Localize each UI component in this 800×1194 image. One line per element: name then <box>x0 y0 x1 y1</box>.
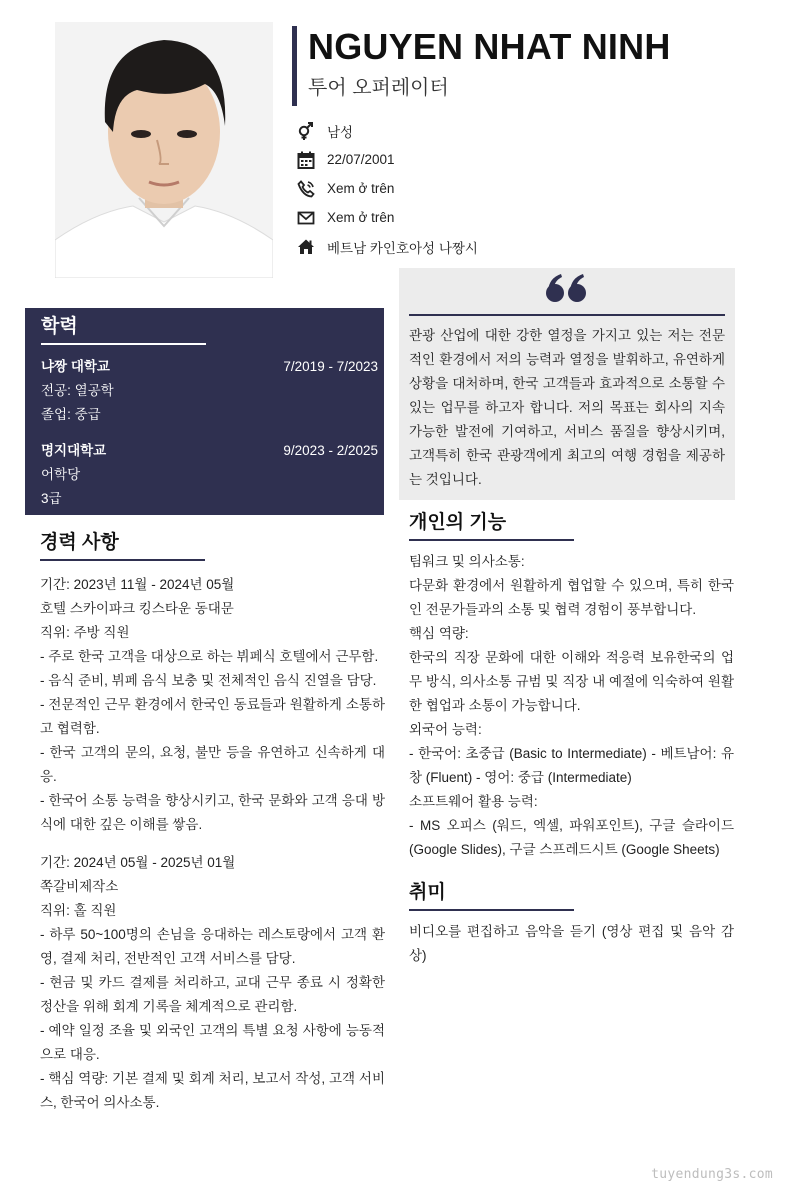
gender-icon <box>296 121 316 141</box>
school-name: 명지대학교 <box>41 443 107 458</box>
contact-address <box>296 232 756 261</box>
education-period: 9/2023 - 2/2025 <box>283 443 378 458</box>
contact-birthdate-value: 22/07/2001 <box>327 152 395 167</box>
quote-icon <box>409 268 725 310</box>
education-detail: 3급 <box>41 491 62 506</box>
contact-birthdate <box>296 145 756 174</box>
contact-phone-value: Xem ở trên <box>327 181 395 196</box>
education-period: 7/2019 - 7/2023 <box>283 359 378 374</box>
job-period: 기간: 2023년 11월 - 2024년 05월 <box>40 577 235 592</box>
job-period: 기간: 2024년 05월 - 2025년 01월 <box>40 855 236 870</box>
job-duty: - 현금 및 카드 결제를 처리하고, 교대 근무 종료 시 정확한 정산을 위해 회계 기록을 체계적으로 관리함. <box>40 975 385 1014</box>
contact-email <box>296 203 756 232</box>
education-section <box>25 308 384 515</box>
experience-title-underline <box>40 559 205 561</box>
school-name: 냐짱 대학교 <box>41 359 110 374</box>
profile-photo <box>55 22 273 278</box>
name-header <box>292 26 772 106</box>
education-title-underline <box>41 343 206 345</box>
education-detail: 졸업: 중급 <box>41 407 101 422</box>
objective-box <box>399 268 735 500</box>
skills-title-underline <box>409 539 574 541</box>
job-company: 호텔 스카이파크 킹스타운 동대문 <box>40 601 234 616</box>
job-position: 직위: 주방 직원 <box>40 625 130 640</box>
skill-detail: - 한국어: 초중급 (Basic to Intermediate) - 베트남어: 유창 (Fluent) - 영어: 중급 (Intermediate) <box>409 746 734 785</box>
skill-detail: - MS 오피스 (워드, 엑셀, 파워포인트), 구글 슬라이드 (Google Slides), 구글 스프레드시트 (Google Sheets) <box>409 818 734 857</box>
contact-list <box>296 116 756 261</box>
hobbies-title: 취미 <box>409 882 446 903</box>
site-watermark: tuyendung3s.com <box>651 1167 773 1182</box>
job-duty: - 주로 한국 고객을 대상으로 하는 뷔페식 호텔에서 근무함. <box>40 649 379 664</box>
skill-heading: 소프트웨어 활용 능력: <box>409 794 538 809</box>
job-duty: - 한국 고객의 문의, 요청, 불만 등을 유연하고 신속하게 대응. <box>40 745 385 784</box>
skill-detail: 한국의 직장 문화에 대한 이해와 적응력 보유한국의 업무 방식, 의사소통 규범 및 직장 내 예절에 익숙하여 원활한 협업과 소통이 가능합니다. <box>409 650 734 713</box>
education-detail: 전공: 열공학 <box>41 383 114 398</box>
job-duty: - 한국어 소통 능력을 향상시키고, 한국 문화와 고객 응대 방식에 대한 깊은 이해를 쌓음. <box>40 793 385 832</box>
education-detail: 어학당 <box>41 467 81 482</box>
job-duty: - 핵심 역량: 기본 결제 및 회계 처리, 보고서 작성, 고객 서비스, 한국어 의사소통. <box>40 1071 385 1110</box>
contact-address-value: 베트남 카인호아성 나짱시 <box>327 240 478 256</box>
job-entry <box>40 851 385 1115</box>
skills-section <box>409 508 734 862</box>
education-item <box>41 439 378 511</box>
phone-icon <box>296 179 316 199</box>
email-icon <box>296 208 316 228</box>
skills-title: 개인의 기능 <box>409 512 507 533</box>
skill-heading: 외국어 능력: <box>409 722 482 737</box>
contact-gender <box>296 116 756 145</box>
full-name: NGUYEN NHAT NINH <box>308 26 671 67</box>
contact-gender-value: 남성 <box>327 124 354 140</box>
skill-heading: 팀워크 및 의사소통: <box>409 554 525 569</box>
education-item <box>41 355 378 427</box>
skill-heading: 핵심 역량: <box>409 626 469 641</box>
contact-email-value: Xem ở trên <box>327 210 395 225</box>
education-title: 학력 <box>41 316 78 337</box>
skill-detail: 다문화 환경에서 원활하게 협업할 수 있으며, 특히 한국인 전문가들과의 소통 및 협력 경험이 풍부합니다. <box>409 578 734 617</box>
job-duty: - 전문적인 근무 환경에서 한국인 동료들과 원활하게 소통하고 협력함. <box>40 697 385 736</box>
job-company: 쪽갈비제작소 <box>40 879 119 894</box>
job-duty: - 하루 50~100명의 손님을 응대하는 레스토랑에서 고객 환영, 결제 처리, 전반적인 고객 서비스를 담당. <box>40 927 385 966</box>
hobbies-section <box>409 878 734 968</box>
hobbies-title-underline <box>409 909 574 911</box>
home-icon <box>296 237 316 257</box>
objective-text: 관광 산업에 대한 강한 열정을 가지고 있는 저는 전문적인 환경에서 저의 능력과 열정을 발휘하고, 유연하게 상황을 대처하며, 한국 고객들과 효과적으로 소통할 수 있는 업무를 하고자 합니다. 저의 목표는 회사의 지속 가능한 발전에 기여하고, 서비스 품질을 향상시키며, 고객특히 한국 관광객에게 최고의 여행 경험을 제공하는 것입니다. <box>409 328 725 487</box>
experience-title: 경력 사항 <box>40 532 119 553</box>
job-duty: - 예약 일정 조율 및 외국인 고객의 특별 요청 사항에 능동적으로 대응. <box>40 1023 385 1062</box>
calendar-icon <box>296 150 316 170</box>
contact-phone <box>296 174 756 203</box>
job-duty: - 음식 준비, 뷔페 음식 보충 및 전체적인 음식 진열을 담당. <box>40 673 377 688</box>
experience-section <box>40 528 385 1115</box>
job-position: 직위: 홀 직원 <box>40 903 117 918</box>
job-title: 투어 오퍼레이터 <box>308 77 449 99</box>
job-entry <box>40 573 385 837</box>
hobbies-text: 비디오를 편집하고 음악을 듣기 (영상 편집 및 음악 감상) <box>409 924 734 963</box>
